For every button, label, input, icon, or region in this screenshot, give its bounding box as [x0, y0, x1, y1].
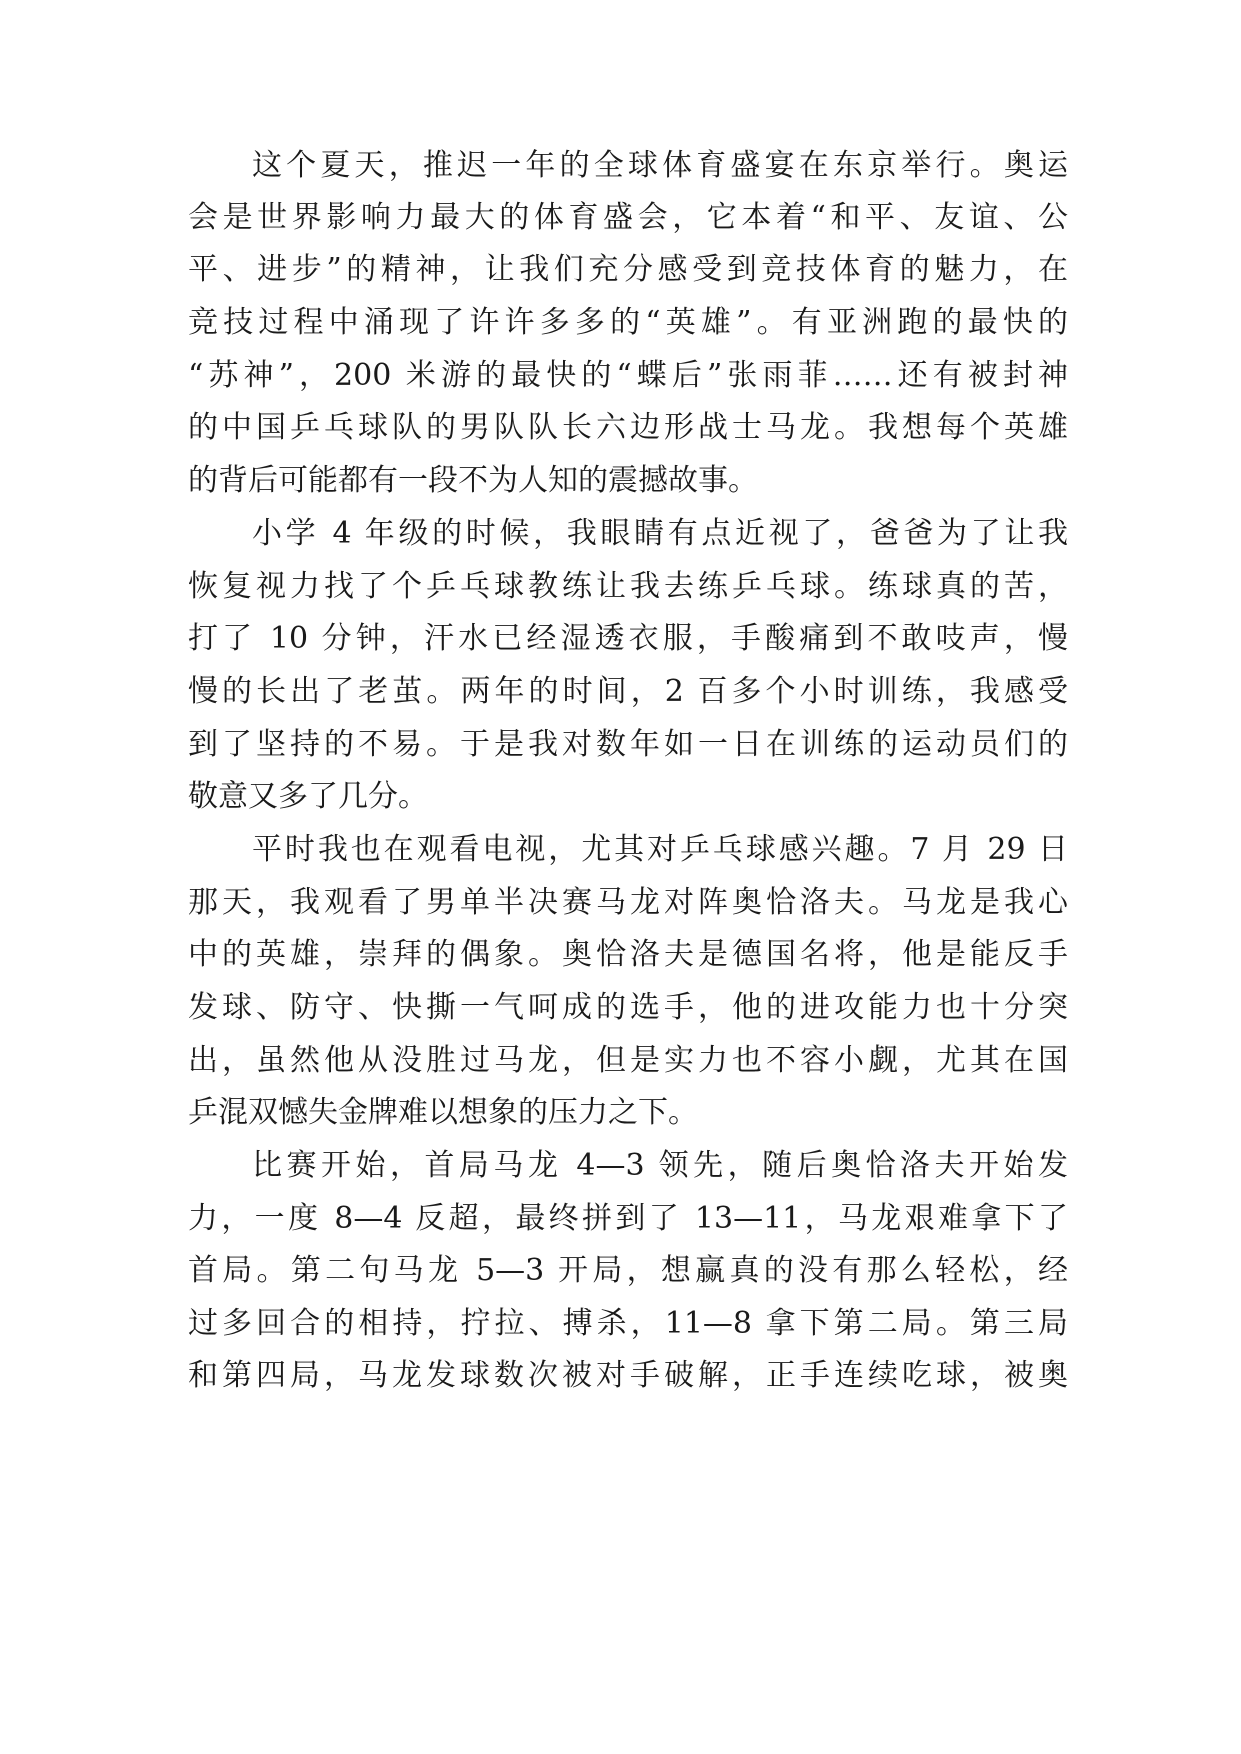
paragraph-2-line-3: 打了 10 分钟，汗水已经湿透衣服，手酸痛到不敢吱声，慢: [188, 621, 1068, 656]
paragraph-2-line-2: 恢复视力找了个乒乓球教练让我去练乒乓球。练球真的苦，: [188, 569, 1068, 604]
paragraph-1-line-5: “苏神”，200 米游的最快的“蝶后”张雨菲……还有被封神: [188, 358, 1068, 393]
paragraph-1-line-2: 会是世界影响力最大的体育盛会，它本着“和平、友谊、公: [188, 200, 1068, 235]
paragraph-1-line-3: 平、进步”的精神，让我们充分感受到竞技体育的魅力，在: [188, 252, 1068, 287]
paragraph-1-line-6: 的中国乒乓球队的男队队长六边形战士马龙。我想每个英雄: [188, 410, 1068, 445]
paragraph-4-line-1: 比赛开始，首局马龙 4—3 领先，随后奥恰洛夫开始发: [252, 1148, 1068, 1183]
paragraph-1-line-7: 的背后可能都有一段不为人知的震撼故事。: [188, 463, 758, 498]
paragraph-3-line-6: 乒混双憾失金牌难以想象的压力之下。: [188, 1095, 698, 1130]
paragraph-3-line-2: 那天，我观看了男单半决赛马龙对阵奥恰洛夫。马龙是我心: [188, 885, 1068, 920]
paragraph-4-line-3: 首局。第二句马龙 5—3 开局，想赢真的没有那么轻松，经: [188, 1253, 1068, 1288]
paragraph-3-line-1: 平时我也在观看电视，尤其对乒乓球感兴趣。7 月 29 日: [252, 832, 1068, 867]
paragraph-3-line-4: 发球、防守、快撕一气呵成的选手，他的进攻能力也十分突: [188, 990, 1068, 1025]
paragraph-4-line-5: 和第四局，马龙发球数次被对手破解，正手连续吃球，被奥: [188, 1358, 1068, 1393]
paragraph-2-line-1: 小学 4 年级的时候，我眼睛有点近视了，爸爸为了让我: [252, 516, 1068, 551]
paragraph-2-line-6: 敬意又多了几分。: [188, 779, 428, 814]
paragraph-1-line-1: 这个夏天，推迟一年的全球体育盛宴在东京举行。奥运: [252, 148, 1068, 183]
paragraph-2-line-4: 慢的长出了老茧。两年的时间，2 百多个小时训练，我感受: [188, 674, 1068, 709]
paragraph-3-line-5: 出，虽然他从没胜过马龙，但是实力也不容小觑，尤其在国: [188, 1043, 1068, 1078]
paragraph-1-line-4: 竞技过程中涌现了许许多多的“英雄”。有亚洲跑的最快的: [188, 305, 1068, 340]
paragraph-3-line-3: 中的英雄，崇拜的偶象。奥恰洛夫是德国名将，他是能反手: [188, 937, 1068, 972]
paragraph-4-line-2: 力，一度 8—4 反超，最终拼到了 13—11，马龙艰难拿下了: [188, 1201, 1068, 1236]
paragraph-2-line-5: 到了坚持的不易。于是我对数年如一日在训练的运动员们的: [188, 727, 1068, 762]
paragraph-4-line-4: 过多回合的相持，拧拉、搏杀，11—8 拿下第二局。第三局: [188, 1306, 1068, 1341]
